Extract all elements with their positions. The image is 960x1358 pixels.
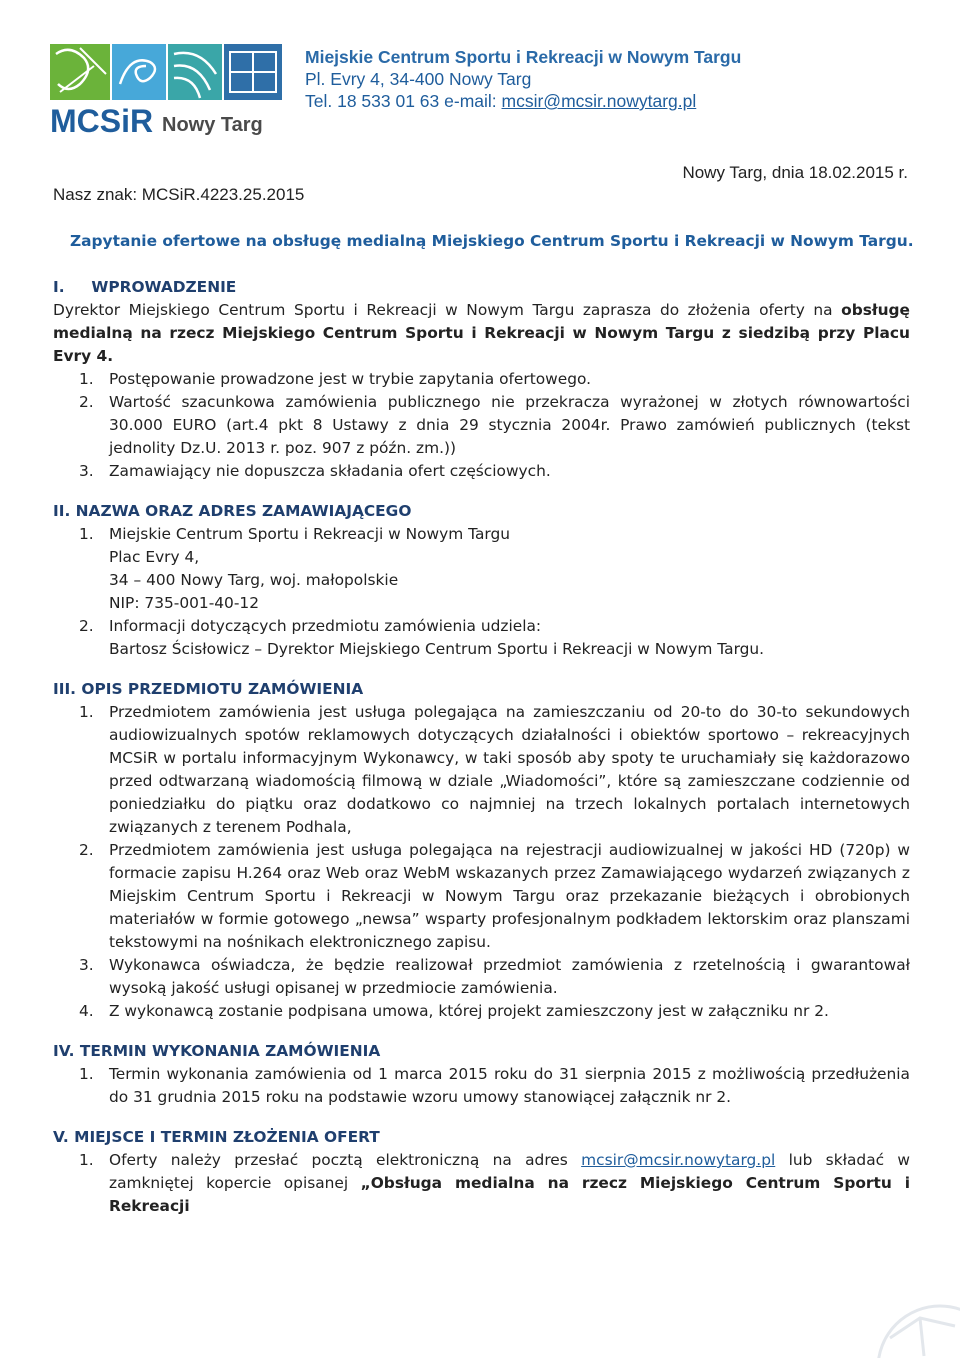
item-text-bold: „Obsługa medialna na rzecz Miejskiego Centrum Sportu i Rekreacji: [109, 1174, 910, 1215]
list-item: [53, 615, 910, 661]
item-number: 1.: [79, 703, 94, 721]
item-number: 1.: [79, 1151, 94, 1169]
contact-line: Informacji dotyczących przedmiotu zamówienia udziela:: [109, 617, 542, 635]
intro-plain: Dyrektor Miejskiego Centrum Sportu i Rekreacji w Nowym Targu zaprasza do złożenia oferty na: [53, 301, 842, 319]
phone-label: Tel. 18 533 01 63 e-mail:: [305, 91, 502, 111]
item-number: 3.: [79, 956, 94, 974]
item-number: 2.: [79, 617, 94, 635]
item-text: Z wykonawcą zostanie podpisana umowa, której projekt zamieszczony jest w załączniku nr 2.: [109, 1002, 829, 1020]
section-2-heading: II. NAZWA ORAZ ADRES ZAMAWIAJĄCEGO: [53, 502, 412, 520]
contact-line: Bartosz Ścisłowicz – Dyrektor Miejskiego Centrum Sportu i Rekreacji w Nowym Targu.: [109, 640, 765, 658]
section-1-list: [53, 368, 910, 483]
section-3-list: [53, 701, 910, 1023]
mcsir-logo: [50, 44, 282, 136]
address-line: 34 – 400 Nowy Targ, woj. małopolskie: [109, 571, 399, 589]
address-line: NIP: 735-001-40-12: [109, 594, 259, 612]
section-2-list: [53, 523, 910, 661]
section-3-heading: III. OPIS PRZEDMIOTU ZAMÓWIENIA: [53, 680, 364, 698]
document-subject: Zapytanie ofertowe na obsługę medialną Miejskiego Centrum Sportu i Rekreacji w Nowym Targu.: [70, 232, 914, 250]
institution-contact: [305, 90, 741, 112]
item-number: 2.: [79, 393, 94, 411]
list-item: [53, 839, 910, 954]
item-text: Termin wykonania zamówienia od 1 marca 2015 roku do 31 sierpnia 2015 z możliwością przedłużenia do 31 grudnia 2015 roku na podstawie wzoru umowy stanowiącej załącznik nr 2.: [109, 1065, 910, 1106]
item-number: 3.: [79, 462, 94, 480]
item-number: 1.: [79, 1065, 94, 1083]
item-text: Przedmiotem zamówienia jest usługa polegająca na rejestracji audiowizualnej w jakości HD (720p) w formacie zapisu H.264 oraz Web oraz WebM wskazanych przez Zamawiającego wydarzeń związanych z Miejskim Centrum Sportu i Rekreacji w Nowym Targu oraz przekazanie bieżących i obrobionych materiałów w formie gotowego „newsa” wsparty profesjonalnym podkładem lektorskim oraz planszami tekstowymi na nośnikach elektronicznego zapisu.: [109, 841, 910, 951]
address-line: Plac Evry 4,: [109, 548, 200, 566]
document-date: Nowy Targ, dnia 18.02.2015 r.: [682, 163, 908, 182]
item-number: 2.: [79, 841, 94, 859]
item-number: 4.: [79, 1002, 94, 1020]
section-4-heading: IV. TERMIN WYKONANIA ZAMÓWIENIA: [53, 1042, 381, 1060]
decorative-ball-icon: [820, 1298, 960, 1358]
list-item: [53, 460, 910, 483]
section-5-list: [53, 1149, 910, 1218]
section-5-heading: V. MIEJSCE I TERMIN ZŁOŻENIA OFERT: [53, 1128, 380, 1146]
logo-text: MCSiR: [50, 103, 154, 136]
section-4-list: [53, 1063, 910, 1109]
institution-name: Miejskie Centrum Sportu i Rekreacji w Nowym Targu: [305, 47, 742, 67]
list-item: [53, 954, 910, 1000]
item-text: Wartość szacunkowa zamówienia publicznego nie przekracza wyrażonej w złotych równowartości 30.000 EURO (art.4 pkt 8 Ustawy z dnia 29 stycznia 2004r. Prawo zamówień publicznych (tekst jednolity Dz.U. 2013 r. poz. 907 z późn. zm.)): [109, 393, 910, 457]
logo-subtext: Nowy Targ: [162, 114, 263, 136]
list-item: [53, 1149, 910, 1218]
list-item: [53, 368, 910, 391]
address-line: Miejskie Centrum Sportu i Rekreacji w Nowym Targu: [109, 525, 511, 543]
list-item: [53, 1063, 910, 1109]
list-item: [53, 1000, 910, 1023]
reference-number: Nasz znak: MCSiR.4223.25.2015: [53, 185, 305, 204]
intro-bold: obsługę medialną na rzecz Miejskiego Centrum Sportu i Rekreacji w Nowym Targu z siedzibą przy Placu Evry 4.: [53, 301, 910, 365]
item-text: Przedmiotem zamówienia jest usługa polegająca na zamieszczaniu od 20-to do 30-to sekundowych audiowizualnych spotów reklamowych dotyczących działalności i obiektów sportowo – rekreacyjnych MCSiR w portalu informacyjnym Wykonawcy, w taki sposób aby spoty te uruchamiały się każdorazowo przed odtwarzaną wiadomością filmową w dziale „Wiadomości”, które są zamieszczane codziennie od poniedziałku do piątku oraz dodatkowo co najmniej na trzech lokalnych portalach internetowych związanych z terenem Podhala,: [109, 703, 910, 836]
section-1-heading: I. WPROWADZENIE: [53, 278, 237, 296]
item-text-mid: lub składać w zamkniętej kopercie opisanej: [109, 1151, 910, 1192]
institution-info: [305, 46, 741, 112]
section-1-intro: [53, 299, 910, 368]
list-item: [53, 391, 910, 460]
offer-email-link[interactable]: mcsir@mcsir.nowytarg.pl: [581, 1151, 776, 1169]
email-link[interactable]: mcsir@mcsir.nowytarg.pl: [501, 91, 697, 111]
item-number: 1.: [79, 370, 94, 388]
list-item: [53, 701, 910, 839]
item-number: 1.: [79, 525, 94, 543]
item-text: Zamawiający nie dopuszcza składania ofert częściowych.: [109, 462, 551, 480]
institution-address: Pl. Evry 4, 34-400 Nowy Targ: [305, 69, 532, 89]
document-body: [53, 276, 910, 1218]
list-item: [53, 523, 910, 615]
item-text: Postępowanie prowadzone jest w trybie zapytania ofertowego.: [109, 370, 592, 388]
item-text: Wykonawca oświadcza, że będzie realizował przedmiot zamówienia z rzetelnością i gwarantował wysoką jakość usługi opisanej w przedmiocie zamówienia.: [109, 956, 910, 997]
item-text-pre: Oferty należy przesłać pocztą elektroniczną na adres: [109, 1151, 582, 1169]
